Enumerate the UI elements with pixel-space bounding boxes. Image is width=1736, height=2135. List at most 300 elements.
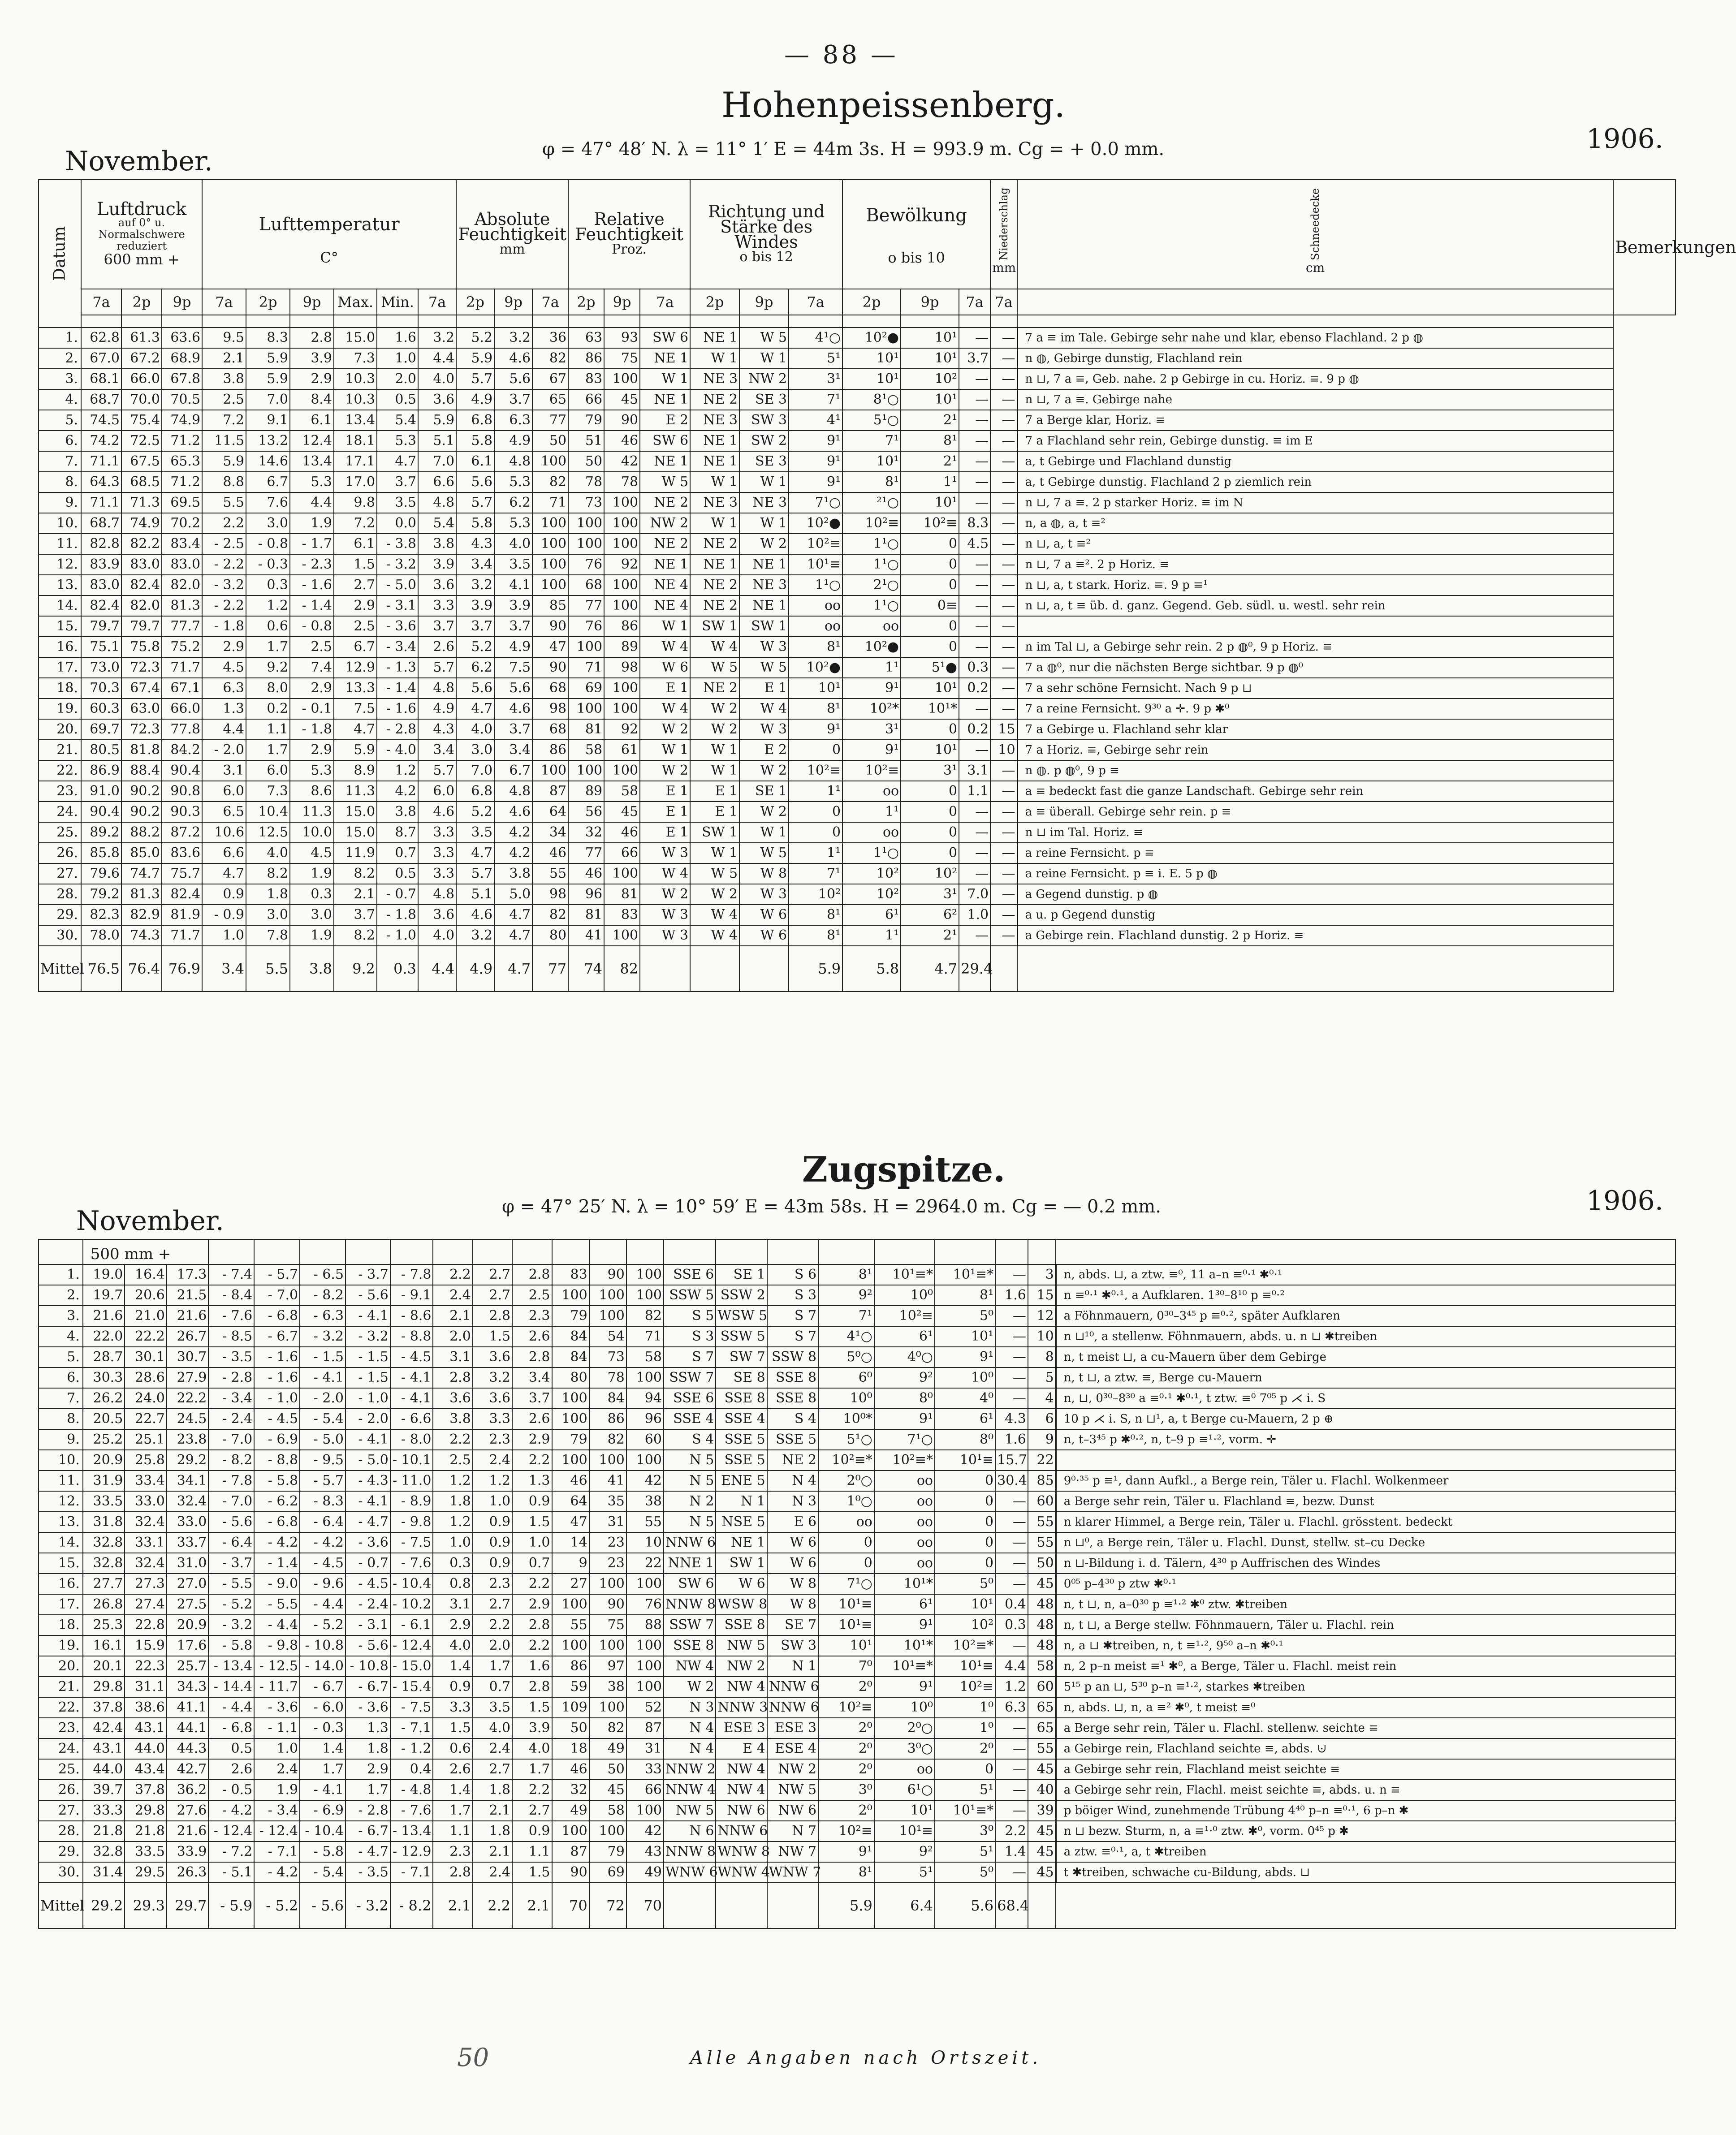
- cell-temp-max: 7.2: [334, 513, 377, 534]
- cell-date: 6.: [39, 1367, 83, 1388]
- cell-cloud-2p: 6¹: [842, 905, 901, 925]
- cell-date: 16.: [39, 1574, 83, 1594]
- cell-wind-2p: SSE 5: [716, 1429, 767, 1450]
- cell-ld-2p: 28.6: [125, 1367, 167, 1388]
- cell-wind-9p: SW 2: [739, 431, 789, 451]
- cell-wind-9p: NE 3: [739, 492, 789, 513]
- cell-remarks: 10 p ⋌ i. S, n ⊔¹, a, t Berge cu-Mauern, 2 p ⊕: [1056, 1409, 1676, 1429]
- subheader-cloud-7a: 7a: [789, 289, 842, 315]
- mean-wind-2p: [716, 1883, 767, 1928]
- cell-cloud-9p: 10¹: [901, 678, 959, 699]
- table-row: [39, 1285, 1676, 1306]
- cell-ld-7a: 20.1: [83, 1656, 125, 1677]
- cell-temp-9p: 8.4: [290, 389, 334, 410]
- cell-cloud-2p: 1¹: [842, 925, 901, 946]
- cell-temp-2p: 0.3: [246, 575, 290, 595]
- weather-table-hohenpeissenberg: [38, 179, 1736, 992]
- cell-rel-7a: 80: [552, 1367, 589, 1388]
- cell-temp-7a: - 3.7: [208, 1553, 254, 1574]
- table-row: [39, 1347, 1676, 1367]
- cell-cloud-9p: 1⁰: [935, 1718, 995, 1738]
- cell-temp-7a: 2.6: [208, 1759, 254, 1780]
- cell-rel-2p: 45: [589, 1780, 626, 1800]
- cell-wind-2p: W 1: [690, 348, 739, 369]
- cell-rel-9p: 90: [604, 410, 640, 431]
- cell-wind-9p: E 6: [767, 1512, 818, 1532]
- subheader-temp-7a: 7a: [202, 289, 246, 315]
- cell-cloud-7a: 2⁰: [818, 1738, 874, 1759]
- cell-rel-2p: 51: [568, 431, 604, 451]
- spacer-cell: [990, 315, 1017, 328]
- cell-snow: 45: [1028, 1842, 1056, 1862]
- cell-rel-9p: 100: [604, 513, 640, 534]
- cell-temp-7a: - 14.4: [208, 1677, 254, 1697]
- cell-abs-2p: 5.8: [456, 431, 494, 451]
- cell-temp-max: 2.9: [345, 1759, 390, 1780]
- cell-temp-min: - 1.8: [377, 905, 418, 925]
- cell-wind-7a: S 7: [664, 1347, 716, 1367]
- cell-ld-7a: 79.2: [81, 884, 121, 905]
- cell-cloud-9p: 5¹●: [901, 657, 959, 678]
- cell-temp-9p: - 8.2: [300, 1285, 345, 1306]
- cell-date: 7.: [39, 1388, 83, 1409]
- cell-temp-max: 7.3: [334, 348, 377, 369]
- table-row: [39, 554, 1676, 575]
- cell-remarks: a Gebirge rein, Flachland seichte ≡, abds. ⊍: [1056, 1738, 1676, 1759]
- cell-snow: 9: [1028, 1429, 1056, 1450]
- cell-rel-9p: 98: [604, 657, 640, 678]
- cell-temp-9p: - 5.7: [300, 1471, 345, 1491]
- cell-temp-max: - 2.8: [345, 1800, 390, 1821]
- cell-rel-9p: 33: [626, 1759, 664, 1780]
- base-spacer: [473, 1239, 512, 1264]
- cell-abs-7a: 6.0: [418, 781, 456, 802]
- base-spacer: [818, 1239, 874, 1264]
- cell-cloud-2p: 10⁰: [874, 1285, 935, 1306]
- cell-temp-2p: 1.2: [246, 595, 290, 616]
- cell-rel-2p: 56: [568, 802, 604, 822]
- cell-rel-2p: 77: [568, 595, 604, 616]
- cell-abs-9p: 3.7: [494, 616, 532, 637]
- cell-rel-2p: 97: [589, 1656, 626, 1677]
- cell-temp-max: 17.0: [334, 472, 377, 492]
- cell-rel-2p: 31: [589, 1512, 626, 1532]
- cell-wind-7a: NNE 1: [664, 1553, 716, 1574]
- cell-temp-2p: - 4.5: [254, 1409, 300, 1429]
- cell-wind-7a: NNW 4: [664, 1780, 716, 1800]
- spacer-cell: [81, 315, 121, 328]
- cell-abs-7a: 4.8: [418, 884, 456, 905]
- cell-wind-7a: W 4: [640, 637, 690, 657]
- cell-date: 21.: [39, 1677, 83, 1697]
- coords-line-2: φ = 47° 25′ N. λ = 10° 59′ E = 43m 58s. H = 2964.0 m. Cg = — 0.2 mm.: [502, 1196, 1161, 1217]
- cell-rel-9p: 66: [604, 843, 640, 863]
- mean-row: [39, 946, 1676, 992]
- cell-wind-9p: W 1: [739, 472, 789, 492]
- cell-temp-max: 12.9: [334, 657, 377, 678]
- cell-wind-7a: NW 2: [640, 513, 690, 534]
- cell-abs-2p: 5.7: [456, 492, 494, 513]
- table-row: [39, 781, 1676, 802]
- cell-cloud-9p: 0: [935, 1471, 995, 1491]
- cell-snow: —: [990, 760, 1017, 781]
- cell-wind-9p: S 4: [767, 1409, 818, 1429]
- cell-temp-max: 11.3: [334, 781, 377, 802]
- cell-cloud-7a: 2⁰○: [818, 1471, 874, 1491]
- cell-ld-7a: 71.1: [81, 492, 121, 513]
- cell-temp-max: 6.1: [334, 534, 377, 554]
- cell-rel-7a: 83: [552, 1264, 589, 1285]
- cell-cloud-7a: 10¹≡: [818, 1594, 874, 1615]
- cell-temp-min: - 4.1: [390, 1367, 433, 1388]
- spacer-cell: [1017, 315, 1613, 328]
- cell-ld-7a: 68.7: [81, 389, 121, 410]
- cell-temp-max: 2.9: [334, 595, 377, 616]
- cell-ld-9p: 71.7: [162, 925, 202, 946]
- cell-temp-2p: - 6.7: [254, 1326, 300, 1347]
- cell-temp-min: - 7.6: [390, 1553, 433, 1574]
- table-row: [39, 802, 1676, 822]
- cell-wind-7a: SSE 6: [664, 1264, 716, 1285]
- cell-temp-7a: - 7.4: [208, 1264, 254, 1285]
- mean-temp-min: - 8.2: [390, 1883, 433, 1928]
- cell-snow: —: [990, 678, 1017, 699]
- cell-ld-9p: 22.2: [167, 1388, 209, 1409]
- cell-temp-2p: - 6.9: [254, 1429, 300, 1450]
- cell-ld-7a: 91.0: [81, 781, 121, 802]
- cell-temp-min: - 12.4: [390, 1635, 433, 1656]
- cell-wind-7a: W 1: [640, 740, 690, 760]
- cell-cloud-2p: oo: [842, 616, 901, 637]
- cell-rel-2p: 76: [568, 554, 604, 575]
- cell-ld-2p: 22.3: [125, 1656, 167, 1677]
- cell-cloud-2p: 10²●: [842, 637, 901, 657]
- cell-temp-2p: - 12.4: [254, 1821, 300, 1842]
- cell-precip: 0.2: [959, 678, 990, 699]
- cell-snow: —: [990, 843, 1017, 863]
- cell-remarks: n ⊔¹⁰, a stellenw. Föhnmauern, abds. u. n ⊔ ✱treiben: [1056, 1326, 1676, 1347]
- cell-ld-2p: 63.0: [121, 699, 162, 719]
- cell-rel-2p: 100: [568, 513, 604, 534]
- pencil-note: 50: [457, 2043, 489, 2072]
- cell-abs-9p: 5.0: [494, 884, 532, 905]
- cell-temp-7a: 6.3: [202, 678, 246, 699]
- cell-temp-7a: 1.3: [202, 699, 246, 719]
- cell-rel-7a: 50: [532, 431, 568, 451]
- mean-abs-7a: 2.1: [433, 1883, 472, 1928]
- cell-abs-9p: 5.3: [494, 472, 532, 492]
- cell-abs-2p: 1.7: [473, 1656, 512, 1677]
- cell-precip: —: [959, 389, 990, 410]
- cell-rel-9p: 52: [626, 1697, 664, 1718]
- cell-ld-7a: 33.5: [83, 1491, 125, 1512]
- cell-remarks: a Gebirge sehr rein, Flachl. meist seichte ≡, abds. u. n ≡: [1056, 1780, 1676, 1800]
- cell-ld-2p: 29.8: [125, 1800, 167, 1821]
- cell-wind-2p: SW 1: [690, 616, 739, 637]
- cell-cloud-9p: 0: [901, 637, 959, 657]
- cell-rel-7a: 34: [532, 822, 568, 843]
- cell-snow: 45: [1028, 1862, 1056, 1883]
- cell-ld-9p: 20.9: [167, 1615, 209, 1635]
- cell-ld-9p: 65.3: [162, 451, 202, 472]
- cell-remarks: 0⁰⁵ p–4³⁰ p ztw ✱⁰·¹: [1056, 1574, 1676, 1594]
- cell-cloud-7a: 10²≡: [789, 534, 842, 554]
- cell-temp-2p: - 1.0: [254, 1388, 300, 1409]
- cell-wind-9p: W 5: [739, 328, 789, 348]
- cell-rel-9p: 42: [604, 451, 640, 472]
- base-spacer: [626, 1239, 664, 1264]
- cell-cloud-7a: 10²≡: [789, 760, 842, 781]
- cell-wind-2p: W 4: [690, 925, 739, 946]
- cell-wind-2p: NE 2: [690, 575, 739, 595]
- cell-temp-9p: - 10.8: [300, 1635, 345, 1656]
- cell-temp-9p: - 5.2: [300, 1615, 345, 1635]
- cell-temp-7a: - 8.5: [208, 1326, 254, 1347]
- cell-ld-2p: 44.0: [125, 1738, 167, 1759]
- cell-temp-2p: 3.0: [246, 513, 290, 534]
- cell-cloud-2p: 7¹○: [874, 1429, 935, 1450]
- cell-snow: 55: [1028, 1532, 1056, 1553]
- cell-cloud-7a: oo: [789, 616, 842, 637]
- cell-temp-7a: - 5.2: [208, 1594, 254, 1615]
- cell-abs-7a: 4.6: [418, 802, 456, 822]
- cell-temp-7a: 0.5: [208, 1738, 254, 1759]
- cell-wind-2p: NNW 3: [716, 1697, 767, 1718]
- cell-abs-2p: 6.2: [456, 657, 494, 678]
- cell-rel-7a: 46: [532, 843, 568, 863]
- cell-ld-9p: 74.9: [162, 410, 202, 431]
- cell-abs-2p: 4.9: [456, 389, 494, 410]
- cell-temp-9p: 6.1: [290, 410, 334, 431]
- cell-cloud-2p: 10¹: [842, 369, 901, 389]
- cell-precip: 4.3: [995, 1409, 1028, 1429]
- cell-temp-9p: - 4.1: [300, 1367, 345, 1388]
- cell-remarks: n ⊔ im Tal. Horiz. ≡: [1017, 822, 1613, 843]
- cell-rel-2p: 78: [589, 1367, 626, 1388]
- table-row: [39, 1842, 1676, 1862]
- cell-rel-9p: 31: [626, 1738, 664, 1759]
- cell-ld-9p: 17.3: [167, 1264, 209, 1285]
- cell-wind-2p: WSW 5: [716, 1306, 767, 1326]
- cell-temp-9p: - 9.5: [300, 1450, 345, 1471]
- cell-abs-7a: 5.4: [418, 513, 456, 534]
- cell-cloud-7a: 10²●: [789, 513, 842, 534]
- cell-temp-min: 3.8: [377, 802, 418, 822]
- cell-date: 30.: [39, 1862, 83, 1883]
- cell-temp-9p: - 1.7: [290, 534, 334, 554]
- cell-abs-9p: 4.1: [494, 575, 532, 595]
- cell-wind-9p: E 1: [739, 678, 789, 699]
- cell-snow: —: [990, 595, 1017, 616]
- cell-rel-9p: 100: [626, 1800, 664, 1821]
- cell-wind-9p: NE 2: [767, 1450, 818, 1471]
- cell-date: 3.: [39, 369, 81, 389]
- cell-rel-9p: 100: [626, 1285, 664, 1306]
- cell-temp-9p: - 1.6: [290, 575, 334, 595]
- cell-precip: —: [995, 1326, 1028, 1347]
- cell-cloud-9p: 2¹: [901, 451, 959, 472]
- cell-remarks: n, 2 p–n meist ≡¹ ✱⁰, a Berge, Täler u. Flachl. meist rein: [1056, 1656, 1676, 1677]
- cell-temp-min: 3.7: [377, 472, 418, 492]
- cell-remarks: n ⊔, a, t ≡²: [1017, 534, 1613, 554]
- cell-ld-2p: 74.7: [121, 863, 162, 884]
- cell-abs-2p: 5.2: [456, 802, 494, 822]
- cell-cloud-7a: 3¹: [789, 369, 842, 389]
- cell-ld-9p: 82.4: [162, 884, 202, 905]
- spacer-cell: [334, 315, 377, 328]
- cell-abs-2p: 2.0: [473, 1635, 512, 1656]
- cell-cloud-9p: 10²: [901, 369, 959, 389]
- cell-abs-7a: 1.8: [433, 1491, 472, 1512]
- cell-cloud-9p: 10⁰: [935, 1367, 995, 1388]
- cell-rel-2p: 41: [589, 1471, 626, 1491]
- table-row: [39, 575, 1676, 595]
- mean-ld-2p: 76.4: [121, 946, 162, 992]
- cell-cloud-2p: oo: [874, 1532, 935, 1553]
- cell-rel-7a: 55: [532, 863, 568, 884]
- cell-temp-7a: - 7.0: [208, 1491, 254, 1512]
- cell-abs-2p: 0.9: [473, 1512, 512, 1532]
- cell-wind-7a: N 4: [664, 1718, 716, 1738]
- cell-temp-9p: - 6.7: [300, 1677, 345, 1697]
- subheader-rel-2p: 2p: [568, 289, 604, 315]
- cell-temp-2p: 1.1: [246, 719, 290, 740]
- cell-temp-max: - 3.6: [345, 1532, 390, 1553]
- cell-wind-2p: NE 1: [690, 451, 739, 472]
- cell-rel-7a: 87: [532, 781, 568, 802]
- cell-cloud-9p: 10²: [935, 1615, 995, 1635]
- cell-wind-7a: NE 2: [640, 534, 690, 554]
- cell-ld-9p: 90.3: [162, 802, 202, 822]
- cell-temp-2p: 1.0: [254, 1738, 300, 1759]
- cell-cloud-2p: oo: [842, 822, 901, 843]
- cell-abs-2p: 1.2: [473, 1471, 512, 1491]
- cell-cloud-7a: 1¹: [789, 781, 842, 802]
- cell-wind-2p: W 1: [690, 513, 739, 534]
- cell-cloud-9p: 10¹: [901, 348, 959, 369]
- subheader-wind-7a: 7a: [640, 289, 690, 315]
- cell-temp-max: 18.1: [334, 431, 377, 451]
- cell-temp-max: 1.8: [345, 1738, 390, 1759]
- cell-cloud-2p: 10¹*: [874, 1574, 935, 1594]
- cell-temp-max: 13.4: [334, 410, 377, 431]
- cell-ld-9p: 33.9: [167, 1842, 209, 1862]
- spacer-cell: [377, 315, 418, 328]
- cell-rel-7a: 9: [552, 1553, 589, 1574]
- cell-temp-9p: 1.9: [290, 863, 334, 884]
- cell-temp-9p: - 10.4: [300, 1821, 345, 1842]
- base-spacer: [254, 1239, 300, 1264]
- cell-date: 10.: [39, 1450, 83, 1471]
- cell-wind-7a: NE 4: [640, 595, 690, 616]
- cell-wind-2p: SSE 5: [716, 1450, 767, 1471]
- cell-cloud-7a: 10⁰*: [818, 1409, 874, 1429]
- cell-temp-min: - 15.0: [390, 1656, 433, 1677]
- cell-abs-9p: 2.9: [512, 1594, 552, 1615]
- cell-date: 29.: [39, 1842, 83, 1862]
- cell-temp-9p: 1.9: [290, 513, 334, 534]
- cell-ld-9p: 34.3: [167, 1677, 209, 1697]
- cell-abs-7a: 5.7: [418, 657, 456, 678]
- mean-cloud-7a: 5.9: [818, 1883, 874, 1928]
- cell-remarks: a Föhnmauern, 0³⁰–3⁴⁵ p ≡⁰·², später Aufklaren: [1056, 1306, 1676, 1326]
- cell-cloud-7a: oo: [818, 1512, 874, 1532]
- cell-temp-7a: - 8.4: [208, 1285, 254, 1306]
- cell-date: 9.: [39, 492, 81, 513]
- cell-temp-max: - 1.0: [345, 1388, 390, 1409]
- base-spacer: [208, 1239, 254, 1264]
- cell-cloud-7a: 9¹: [789, 431, 842, 451]
- cell-date: 26.: [39, 843, 81, 863]
- cell-cloud-9p: 8⁰: [935, 1429, 995, 1450]
- cell-temp-7a: - 2.4: [208, 1409, 254, 1429]
- cell-snow: 60: [1028, 1677, 1056, 1697]
- cell-date: 3.: [39, 1306, 83, 1326]
- base-spacer: [716, 1239, 767, 1264]
- cell-precip: 2.2: [995, 1821, 1028, 1842]
- cell-cloud-9p: 0: [935, 1491, 995, 1512]
- cell-ld-2p: 43.1: [125, 1718, 167, 1738]
- cell-temp-2p: - 5.8: [254, 1471, 300, 1491]
- cell-wind-7a: W 1: [640, 369, 690, 389]
- cell-wind-7a: SSE 8: [664, 1635, 716, 1656]
- cell-cloud-9p: 10¹≡: [935, 1656, 995, 1677]
- cell-wind-7a: SW 6: [640, 431, 690, 451]
- cell-wind-9p: W 1: [739, 513, 789, 534]
- cell-ld-7a: 90.4: [81, 802, 121, 822]
- cell-abs-2p: 6.8: [456, 410, 494, 431]
- cell-rel-2p: 73: [589, 1347, 626, 1367]
- cell-temp-7a: - 5.1: [208, 1862, 254, 1883]
- cell-rel-2p: 76: [568, 616, 604, 637]
- cell-abs-9p: 4.6: [494, 802, 532, 822]
- cell-rel-7a: 46: [552, 1759, 589, 1780]
- cell-abs-9p: 6.7: [494, 760, 532, 781]
- cell-remarks: n, abds. ⊔, a ztw. ≡⁰, 11 a–n ≡⁰·¹ ✱⁰·¹: [1056, 1264, 1676, 1285]
- cell-wind-7a: W 4: [640, 863, 690, 884]
- cell-cloud-9p: 0: [935, 1512, 995, 1532]
- cell-cloud-9p: 3¹: [901, 884, 959, 905]
- cell-wind-2p: W 4: [690, 637, 739, 657]
- cell-rel-7a: 36: [532, 328, 568, 348]
- table-row: [39, 1409, 1676, 1429]
- cell-abs-7a: 2.4: [433, 1285, 472, 1306]
- base-spacer: [512, 1239, 552, 1264]
- cell-temp-7a: 5.5: [202, 492, 246, 513]
- cell-wind-7a: N 5: [664, 1471, 716, 1491]
- cell-temp-2p: 7.3: [246, 781, 290, 802]
- cell-cloud-7a: 2⁰: [818, 1718, 874, 1738]
- cell-temp-2p: - 0.3: [246, 554, 290, 575]
- cell-snow: —: [990, 884, 1017, 905]
- cell-cloud-9p: 5⁰: [935, 1306, 995, 1326]
- cell-wind-9p: S 7: [767, 1326, 818, 1347]
- cell-precip: 6.3: [995, 1697, 1028, 1718]
- cell-abs-9p: 2.2: [512, 1635, 552, 1656]
- footer-note: Alle Angaben nach Ortszeit.: [690, 2048, 1042, 2068]
- cell-rel-9p: 58: [604, 781, 640, 802]
- cell-cloud-2p: 6¹: [874, 1326, 935, 1347]
- wind-header: [690, 180, 842, 289]
- cell-remarks: a reine Fernsicht. p ≡: [1017, 843, 1613, 863]
- cell-abs-7a: 3.3: [418, 863, 456, 884]
- cell-cloud-2p: 1¹: [842, 657, 901, 678]
- cell-ld-7a: 32.8: [83, 1532, 125, 1553]
- cell-temp-2p: - 9.8: [254, 1635, 300, 1656]
- cell-temp-7a: - 4.2: [208, 1800, 254, 1821]
- cell-abs-9p: 0.9: [512, 1491, 552, 1512]
- cell-rel-9p: 42: [626, 1821, 664, 1842]
